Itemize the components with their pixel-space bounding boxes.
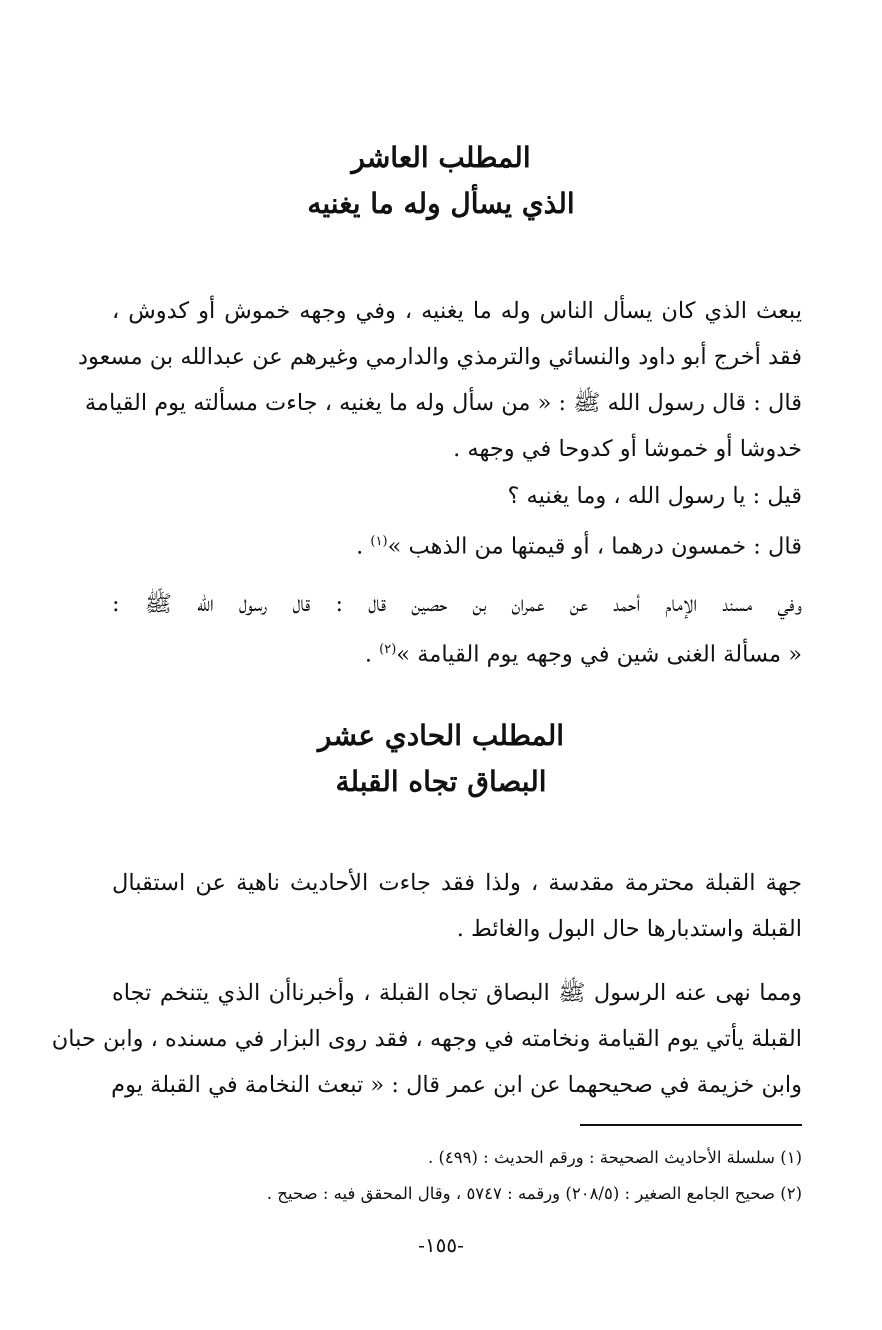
text-line: قال : قال رسول الله ﷺ : « من سأل وله ما يغنيه ، جاءت مسألته يوم القيامة xyxy=(84,390,802,416)
paragraph xyxy=(112,581,802,678)
paragraph xyxy=(78,288,802,472)
text-line xyxy=(112,627,802,678)
footnotes xyxy=(112,1140,802,1212)
text-line: وابن خزيمة في صحيحهما عن ابن عمر قال : « تبعث النخامة في القبلة يوم xyxy=(111,1072,802,1098)
quote-text: قال : خمسون درهما ، أو قيمتها من الذهب » xyxy=(387,533,802,560)
text-line: ومما نهى عنه الرسول ﷺ البصاق تجاه القبلة ، وأخبرناأن الذي يتنخم تجاه xyxy=(112,980,802,1006)
text-end: . xyxy=(364,641,380,668)
text-line: فقد أخرج أبو داود والنسائي والترمذي والدارمي وغيرهم عن عبدالله بن مسعود xyxy=(78,344,802,370)
footnote-ref: (١) xyxy=(370,534,388,549)
text-line: وفي مسند الإمام أحمد عن عمران بن حصين قال : قال رسول الله ﷺ : xyxy=(112,591,802,617)
quote-text: « مسألة الغنى شين في وجهه يوم القيامة » xyxy=(396,641,802,668)
page-number: -١٥٥- xyxy=(418,1233,464,1257)
text-line: خدوشا أو خموشا أو كدوحا في وجهه . xyxy=(453,436,802,462)
text-line: يبعث الذي كان يسأل الناس وله ما يغنيه ، وفي وجهه خموش أو كدوش ، xyxy=(112,298,802,324)
footnote-divider xyxy=(580,1124,802,1126)
footnote-ref: (٢) xyxy=(379,642,397,657)
section-title: المطلب الحادي عشر xyxy=(317,719,565,752)
text-line xyxy=(112,519,802,570)
text-line: القبلة يأتي يوم القيامة ونخامته في وجهه ، فقد روى البزار في مسنده ، وابن حبان xyxy=(51,1026,802,1052)
section-title: المطلب العاشر xyxy=(351,141,531,174)
paragraph xyxy=(51,970,802,1108)
text-line: جهة القبلة محترمة مقدسة ، ولذا فقد جاءت الأحاديث ناهية عن استقبال xyxy=(112,870,802,896)
footnote: (١) سلسلة الأحاديث الصحيحة : ورقم الحديث : (٤٩٩) . xyxy=(427,1148,802,1167)
text-line: القبلة واستدبارها حال البول والغائط . xyxy=(456,916,802,942)
section-subtitle: الذي يسأل وله ما يغنيه xyxy=(307,187,575,220)
paragraph xyxy=(112,860,802,952)
text-line: قيل : يا رسول الله ، وما يغنيه ؟ xyxy=(507,483,802,509)
footnote: (٢) صحيح الجامع الصغير : (٢٠٨/٥) ورقمه : ٥٧٤٧ ، وقال المحقق فيه : صحيح . xyxy=(266,1184,802,1203)
dialogue xyxy=(112,473,802,570)
section-subtitle: البصاق تجاه القبلة xyxy=(335,765,547,798)
text-end: . xyxy=(356,533,371,560)
